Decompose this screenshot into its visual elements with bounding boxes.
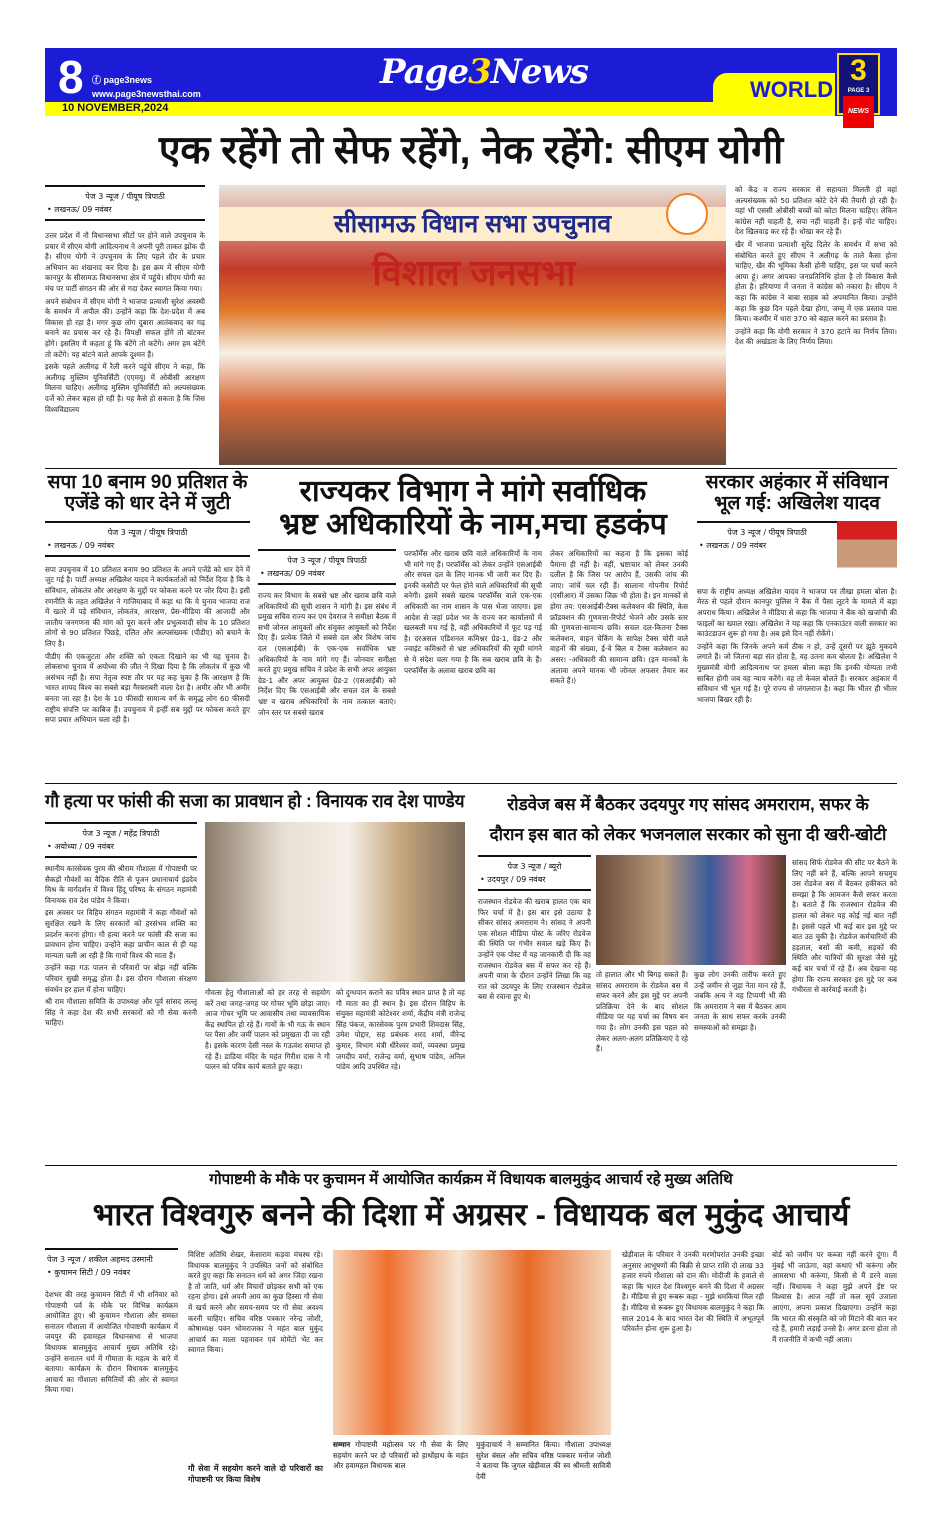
headline: सरकार अहंकार में संविधान भूल गई: अखिलेश यादव	[705, 472, 889, 514]
article-body: देशभर की तरह कुचामन सिटी में भी शनिवार को गोपाष्टमी पर्व के मौके पर विभिन्न कार्यक्रम आयोजित हुए। श्री कुचामन गौशाला और समस्त सनातन गौशाला में आयोजित गोपाष्टमी कार्यक्रम में जयपुर की हवामहल विधानसभा से भाजपा विधायक बालमुकुंद आचार्य मुख्य अतिथि रहे। उन्होंने सनातन धर्म में गौमाता के महत्व के बारे में बताया। कार्यक्रम के दौरान विधायक बालमुकुंद आचार्य का गौशाला समितियों की ओर से स्वागत किया गया।	[45, 1290, 178, 1395]
article-body: खेड़ीवाल के परिवार ने उनकी मरणोपरांत उनकी इच्छा अनुसार आभूषणों की बिक्री से प्राप्त राशि दो लाख 33 हजार रुपये गौशाला को दान की। मोदीजी के हवाले से कहा कि भारत देश विश्वगुरु बनने की दिशा में अग्रसर है। मीडिया से हुए रूबरू कहा - मुझे धमकियां मिल रही हैं। मीडिया से रूबरू हुए विधायक बालमुकुंद ने कहा कि साल 2014 के बाद भारत देश की स्थिति में अभूतपूर्व परिवर्तन होना शुरू हुआ है।	[622, 1250, 764, 1334]
article-body: को दुग्धपान कराने का पवित्र स्थान प्राप्त है तो वह गौ माता का ही स्थान है। इस दौरान विहिप के संयुक्त महामंत्री कोटेश्वर शर्मा, केंद्रीय मंत्री राजेन्द्र सिंह पंकज, कारसेवक पुरम प्रभारी शिवदास सिंह, उमेश पोद्दार, सह प्रबंधक शरद शर्मा, वीरेन्द्र कुमार, विभाग मंत्री धीरेश्वर वर्मा, व्यवस्था प्रमुख जगदीप वर्मा, राजेन्द्र वर्मा, सुभाष पांडेय, अनिल पांडेय आदि उपस्थित रहे।	[336, 988, 465, 1072]
facebook-icon: ⓕ	[92, 75, 104, 85]
bus-photo	[596, 855, 786, 965]
story5-col	[45, 822, 197, 1164]
byline: पेज 3 न्यूज / ब्यूरो • उदयपुर / 09 नवंबर	[478, 855, 591, 891]
page-number: 8	[58, 51, 84, 103]
kicker: गोपाष्टमी के मौके पर कुचामन में आयोजित कार्यक्रम में विधायक बालमुकुंद आचार्य रहे मुख्य अतिथि	[209, 1171, 733, 1188]
headline: सपा 10 बनाम 90 प्रतिशत के एजेंडे को धार देने में जुटी	[47, 472, 248, 514]
banner-text: सीसामऊ विधान सभा उपचुनाव	[219, 207, 726, 241]
website-url: www.page3newsthai.com	[92, 89, 201, 99]
lead-headline: एक रहेंगे तो सेफ रहेंगे, नेक रहेंगे: सीएम योगी	[158, 129, 784, 172]
article-body: बोर्ड को जमीन पर कब्जा नहीं करने दूंगा। मैं मुंबई भी जाऊंगा, वहां कथाएं भी करूंगा और आमसभा भी करूंगा, किसी से मैं डरने वाला नहीं। विधायक ने कहा मुझे अपने ईष्ट पर विश्वास है। आज नहीं तो कल सूर्य उजाला आएगा, अपना प्रकाश दिखाएगा। उन्होंने कहा कि भारत की संस्कृति को जो मिटाने की बात कर रहे हैं, हमारी लड़ाई उनसे है। अगर डरना होता तो मैं राजनीति में कभी नहीं आता।	[772, 1250, 897, 1344]
headline: भारत विश्वगुरु बनने की दिशा में अग्रसर - विधायक बल मुकुंद आचार्य	[92, 1197, 850, 1232]
article-body: गौवत्स हेतु गौशालाओं को हर तरह से सहयोग करें तथा जगह-जगह पर गोचर भूमि छोड़ा जाए। आज गोचर भूमि पर आवासीय तथा व्यावसायिक केंद्र स्थापित हो रहे हैं। गायों के भी गऊ के स्थान पर पैसा और जमीं पालन को प्रमुखता दी जा रही है। इसके कारण देसी नस्ल के गऊवंश समाप्त हो रहे हैं। डाडिया मंदिर के महंत गिरीश दास ने गौ पालन को पवित्र कार्य बताते हुए कहा।	[205, 988, 330, 1072]
story2	[45, 473, 250, 780]
article-body: लेकर अधिकारियों का कहना है कि इसका कोई पैमाना ही नहीं है। वहीं, भ्रष्टाचार को लेकर उनकी दलील है कि जिस पर आरोप हैं, उसकी जांच की जाए। जांचें चल रही हैं। सालाना गोपनीय रिपोर्ट (एसीआर) में उसका जिक्र भी होता है। इन मानकों से होगा तय: एसआईबी-टैक्स कलेक्शन की स्थिति, केस फ्रॉडक्शन की गुणवत्ता-रिपोर्ट भेजने और उसके स्तर की गुणवत्ता-सामान्य छवि। सचल दल-कितना टैक्स कलेक्शन, वाहन चेकिंग के सापेक्ष टैक्स चोरी वाले वाहनों की संख्या, ई-वे बिल व टैक्स कलेक्शन का असर। -अधिकारी की सामान्य छवि। (इन मानकों के अलावा अपने मानक भी जोनल अफसर तैयार कर सकते हैं।)	[550, 549, 688, 686]
page3-badge-logo: 3 PAGE 3 NEWS	[837, 53, 880, 115]
headline: गौ हत्या पर फांसी की सजा का प्रावधान हो : विनायक राव देश पाण्डेय	[45, 791, 465, 811]
rally-photo	[219, 185, 726, 465]
felicitation-photo	[333, 1250, 611, 1435]
headline: रोडवेज बस में बैठकर उदयपुर गए सांसद अमराराम, सफर के दौरान इस बात को लेकर भजनलाल सरकार को सुना दी खरी-खोटी	[489, 795, 887, 844]
article-body: सपा के राष्ट्रीय अध्यक्ष अखिलेश यादव ने भाजपा पर तीखा हमला बोला है। मेरठ से पहले दौरान कानपुर पुलिस ने बैंक में पैसा लूटने के मामले में बड़ा अपराध किया। अखिलेश ने मीडिया से कहा कि भाजपा ने बैंक को खजांची की फाइलों का ख्याल रखा। अखिलेश ने यह कहा कि एनकाउंटर वाली सरकार का काउंटडाउन शुरू हो गया है। अब इसे दिन नहीं रोकेंगे। उन्होंने कहा कि जिनके अपने कर्म ठीक न हो, उन्हें दूसरों पर झूठे मुकदमे लगाते हैं। जो जितना बड़ा संत होता है, वह उतना कम बोलता है। अखिलेश ने मुख्यमंत्री योगी आदित्यनाथ पर हमला बोला कहा कि इनकी योग्यता तभी साबित होगी जब वह न्याय करेंगे। वह तो केवल बोलते हैं। सरकार अहंकार में संविधान भी भूल गई है। पूरे राज्य से जंगलराज है। कहा कि भीतर ही भीतर भाजपा बिखर रही है।	[697, 586, 897, 704]
story3	[258, 475, 688, 751]
issue-date: 10 NOVEMBER,2024	[62, 102, 169, 114]
gaushala-photo	[205, 822, 465, 982]
byline: पेज 3 न्यूज / पीयूष त्रिपाठी • लखनऊ/ 09 नवंबर	[258, 549, 396, 585]
article-body: परफॉर्मेंस और खराब छवि वाले अधिकारियों के नाम भी मांगे गए हैं। परफॉर्मेंस को लेकर उन्होंने एसआईबी और सचल दल के लिए मानक भी जारी कर दिए हैं। इनकी कसौटी पर फेल होने वाले अधिकारियों की सूची बनेगी। इसमें सबसे खराब परफॉर्मेंस वाले एक-एक अधिकारी का नाम शासन के पास भेजा जाएगा। इस आदेश से जहां प्रदेश भर के राज्य कर कार्यालयों में खलबली मच गई है, वहीं अधिकारियों में फूट पड़ गई है। दरअसल एडिशनल कमिश्नर ग्रेड-1, ग्रेड-2 और ज्वाइंट कमिश्नरों से भ्रष्ट अधिकारियों की सूची मांगने से ये संदेश चला गया है कि सब खराब छवि के हैं। परफॉर्मेंस के अलावा खराब छवि का	[404, 549, 542, 675]
byline: पेज 3 न्यूज / पीयूष त्रिपाठी • लखनऊ/ 09 नवंबर	[45, 185, 205, 221]
akhilesh-photo	[837, 521, 897, 583]
article-body: सांसद सिर्फ रोडवेज की सीट पर बैठने के लिए नहीं बने हैं, बल्कि आपने सचमुच उस रोडवेज बस में बैठकर हकीकत को समझा है कि आमजन कैसे सफर करता है। बताते हैं कि राजस्थान रोडवेज की हालत को लेकर यह कोई नई बात नहीं है। इससे पहले भी कई बार इस मुद्दे पर बात उठ चुकी है। रोडवेज कर्मचारियों की हड़ताल, बसों की कमी, सड़कों की स्थिति और यात्रियों की सुरक्षा जैसे मुद्दे कई बार चर्चा में रहे हैं। अब देखना यह होगा कि राज्य सरकार इस मुद्दे पर कब गंभीरता से कार्रवाई करती है।	[792, 858, 897, 995]
facebook-handle: ⓕ page3news	[92, 75, 153, 85]
byline: पेज 3 न्यूज / पीयूष त्रिपाठी • लखनऊ / 09 नवंबर	[697, 521, 837, 583]
headline-wrap	[45, 792, 465, 816]
byline: पेज 3 न्यूज / पीयूष त्रिपाठी • लखनऊ / 09 नवंबर	[45, 521, 250, 557]
article-body: उत्तर प्रदेश में नौ विधानसभा सीटों पर होने वाले उपचुनाव के प्रचार में सीएम योगी आदित्यनाथ ने अपनी पूरी ताकत झोंक दी है। सीएम योगी ने उपचुनाव के लिए पहले दौर के प्रचार अभियान का शंखनाद कर दिया है। इस क्रम में सीएम योगी कानपुर के सीसामऊ विधानसभा क्षेत्र में पहुंचे। सीएम योगी का मंच पर पार्टी संगठन की ओर से गदा देकर स्वागत किया गया। अपने संबोधन में सीएम योगी ने भाजपा प्रत्याशी सुरेश अवस्थी के समर्थन में अपील की। उन्होंने कहा कि देश-प्रदेश में अब विकास हो रहा है। मगर कुछ लोग दुबारा आतंकवाद का गढ़ बनाने का प्रयास कर रहे हैं। विपक्षी सफल होंगे तो बांटकर होंगे। इसलिए मैं कहता हूं कि बंटेंगे तो कटेंगे। अगर हम बंटेंगे तो कटेंगे। यह बांटने वाले आपके दुश्मन हैं। इसके पहले अलीगढ़ में रैली करने पहुंचे सीएम ने कहा, कि अलीगढ़ मुस्लिम यूनिवर्सिटी (एएमयू) में ओबीसी आरक्षण मिलना चाहिए। अलीगढ़ मुस्लिम यूनिवर्सिटी को अल्पसंख्यक दर्जे को लेकर बहस हो रही है। यह कैसे हो सकता है कि जिस विश्वविद्यालय	[45, 231, 205, 414]
article-body: तो हालात और भी बिगड़ सकते हैं। सांसद अमराराम के रोडवेज बस में सफर करने और इस मुद्दे पर अपनी प्रतिक्रिया देने के बाद सोशल मीडिया पर यह चर्चा का विषय बन गया है। लोग उनकी इस पहल को लेकर अलग-अलग प्रतिक्रियाएं दे रहे हैं।	[596, 970, 688, 1054]
story7-col	[45, 1248, 178, 1515]
article-body: स्थानीय कारसेवक पुरम की श्रीराम गौशाला में गोपाष्टमी पर सैकड़ों गौवंशों का वैदिक रीति से पूजन प्रधानाचार्य इंद्रदेव मिश्र के मार्गदर्शन में विश्व हिंदू परिषद के संगठन महामंत्री विनायक राव देश पांडेय ने किया। इस अवसर पर विहिप संगठन महामंत्री ने कहा गौवंशों को सुरक्षित रखने के लिए सरकारों को हरसंभव शक्ति का प्रदर्शन करना होगा। गौ हत्या करने पर फांसी की सजा का प्रावधान होना चाहिए। उन्होंने कहा प्राचीन काल से ही यह मान्यता चली आ रही है कि गायों विश्व की माता हैं। उन्होंने कहा गऊ पालन से परिवारों पर बोझ नहीं बल्कि परिवार सुखी समृद्ध होता है। इस दौरान गौशाला संरक्षण संवर्धन हर हाल में होना चाहिए। श्री राम गौशाला समिति के उपाध्यक्ष और पूर्व सांसद लल्लू सिंह ने कहा देश की सभी सरकारों को गौ सेवा करनी चाहिए।	[45, 864, 197, 1028]
article-body: राजस्थान रोडवेज की खराब हालत एक बार फिर चर्चा में है। इस बार इसे उठाया है सीकर सांसद अमराराम ने। सांसद ने अपनी एक सोशल मीडिया पोस्ट के जरिए रोडवेज की स्थिति पर गंभीर सवाल खड़े किए हैं। उन्होंने एक पोस्ट में यह जानकारी दी कि वह राजस्थान रोडवेज बस में सफर कर रहे हैं। अपनी यात्रा के दौरान उन्होंने लिखा कि वह रात को उदयपुर के लिए राजस्थान रोडवेज बस से रवाना हुए थे।	[478, 897, 591, 1002]
party-symbol-icon	[666, 193, 708, 235]
headline: राज्यकर विभाग ने मांगे सर्वाधिक भ्रष्ट अधिकारियों के नाम,मचा हडकंप	[279, 475, 667, 541]
section-label: WORLD	[750, 77, 834, 102]
article-body: राज्य कर विभाग के सबसे भ्रष्ट और खराब छवि वाले अधिकारियों की सूची शासन ने मांगी है। इस संबंध में प्रमुख सचिव राज्य कर एम देवराज ने समीक्षा बैठक में सभी जोनल आयुक्तों और संयुक्त आयुक्तों को निर्देश दिए हैं। प्रत्येक जिले में सबसे दल और विशेष जांच दल (एसआईबी) के एक-एक सर्वाधिक भ्रष्ट अधिकारियों के नाम मांगे गए हैं। जोनवार समीक्षा करते हुए प्रमुख सचिव ने प्रदेश के सभी अपर आयुक्त ग्रेड-1 और अपर आयुक्त ग्रेड-2 (एसआईबी) को निर्देश दिए कि एसआईबी और सचल दल के सबसे भ्रष्ट व खराब अधिकारियों के नाम तत्काल बताएं। जोन स्तर पर सबसे खराब	[258, 591, 396, 717]
story6-col	[478, 855, 591, 1162]
article-body: सपा उपचुनाव में 10 प्रतिशत बनाम 90 प्रतिशत के अपने एजेंडे को धार देने में जुट गई है। पार्टी अध्यक्ष अखिलेश यादव ने कार्यकर्ताओं को निर्देश दिया है कि वे संविधान, लोकतंत्र और आरक्षण के मुद्दों पर फोकस करने पर जोर दिया है। इसी रणनीति के तहत अखिलेश ने गाजियाबाद में कहा था कि ये चुनाव भाजपा राज में खतरे में पड़े संविधान, लोकतंत्र, आरक्षण, प्रेस-मीडिया की आजादी और जातीय जनगणना की मांग को पूरा करने और प्रभुत्ववादी सोच के 10 प्रतिशत लोगों से 90 प्रतिशत पिछड़े, दलित और अल्पसंख्यक (पीडीए) को बचाने के लिए है। पीडीए की एकजुटता और शक्ति को एकता दिखाने का भी यह चुनाव है। लोकसभा चुनाव में अयोध्या की जीत ने दिखा दिया है कि लोकतंत्र में कुछ भी असंभव नहीं है। सपा नेतृत्व स्पष्ट तौर पर यह कह चुका है कि आरक्षण है कि भारत शायद विश्व का सबसे बड़ा गैरबराबरी वाला देश है। अमीर और भी अमीर बनता जा रहा है। देश के 10 फीसदी सामान्य वर्ग के समृद्ध लोग 60 फीसदी राष्ट्रीय संपत्ति पर काबिज हैं। उपचुनाव में इन्हीं सब मुद्दों पर फोकस करते हुए सपा प्रचार अभियान चला रही है।	[45, 564, 250, 725]
article-body: कुछ लोग उनकी तारीफ करते हुए उन्हें जमीन से जुड़ा नेता मान रहे हैं, जबकि अन्य ने यह टिप्पणी भी की कि अमराराम ने बस में बैठकर आम जनता के साथ सफर करके उनकी समस्याओं को समझा है।	[694, 970, 786, 1032]
story4	[697, 473, 897, 777]
story1-text-col	[45, 185, 205, 476]
byline: पेज 3 न्यूज / महेंद्र त्रिपाठी • अयोध्या / 09 नवंबर	[45, 822, 197, 858]
story1-continued: को केंद्र व राज्य सरकार से सहायता मिलती हो वहां अल्पसंख्यक को 50 प्रतिशत कोटे देने की तैयारी हो रही है। यहां भी एससी ओबीसी बच्चों को कोटा मिलना चाहिए। लेकिन कांग्रेस नहीं चाहती है, सपा नहीं चाहती है। इन्हें वोट चाहिए। देश खिलवाड़ कर रहे हैं। धोखा कर रहे हैं। खैर में भाजपा प्रत्याशी सुरेंद्र दिलेर के समर्थन में सभा को संबोधित करते हुए सीएम ने अलीगढ़ के ताले कैसा होना चाहिए, खैर की भूमिका कैसी होनी चाहिए, इस पर चर्चा करने आया हूं। अगर आपका जनप्रतिनिधि होता है तो विकास कैसे होता है। हरियाणा में जनता ने कांग्रेस को नकारा है। सीएम ने कहा कि कांग्रेस ने बाबा साहब को अपमानित किया। उन्होंने कहा कि कुछ दिन पहले देखा होगा, जम्मू में एक प्रस्ताव पास किया। कश्मीर में धारा 370 को बहाल करने का प्रस्ताव है। उन्होंने कहा कि योगी सरकार ने 370 हटाने का निर्णय लिया। देश की अखंडता के लिए निर्णय लिया।	[735, 185, 897, 347]
photo-caption: मुकुंदाचार्य ने सम्मानित किया। गौशाला उपाध्यक्ष सुरेश बंसल और सचिव वरिष्ठ पत्रकार मनोज जोशी ने बताया कि जुगल खेड़ीवाल की स्व श्रीमती सावित्री देवी	[476, 1440, 611, 1481]
photo-caption: सम्मान गोपाष्टमी महोत्सव पर गौ सेवा के लिए सहयोग करने पर दो परिवारों को हाथोंहाथ के महंत और हवामहल विधायक बाल	[333, 1440, 468, 1471]
story7-col2	[188, 1250, 323, 1485]
byline: पेज 3 न्यूज / शकील अहमद उस्मानी • कुचामन सिटी / 09 नवंबर	[45, 1248, 178, 1282]
banner-subtext: विशाल जनसभा	[372, 252, 576, 293]
newspaper-logo: Page3News	[380, 52, 588, 92]
article-body: विशिष्ट अतिथि शेखर, केसाराम कड़वा मंचस्थ रहे। विधायक बालमुकुंद ने उपस्थित जनों को संबोधित करते हुए कहा कि सनातन धर्म को अगर जिंदा रखना है तो जाति, धर्म और विचारों छोड़कर सभी को एक रहना होगा। इसे अपनी आय का कुछ हिस्सा गौ सेवा में खर्च करने और समय-समय पर गौ सेवा अवश्य करनी चाहिए। सचिव वरिष्ठ पत्रकार नरेन्द्र जोशी, कोषाध्यक्ष पवन भोमराजका ने महंत बाल मुकुंद आचार्य का माला पहनाकर एवं मोमेंटो भेंट कर स्वागत किया।	[188, 1250, 323, 1355]
subheading: गौ सेवा में सहयोग करने वाले दो परिवारों का गोपाष्टमी पर किया विशेष	[188, 1464, 323, 1484]
